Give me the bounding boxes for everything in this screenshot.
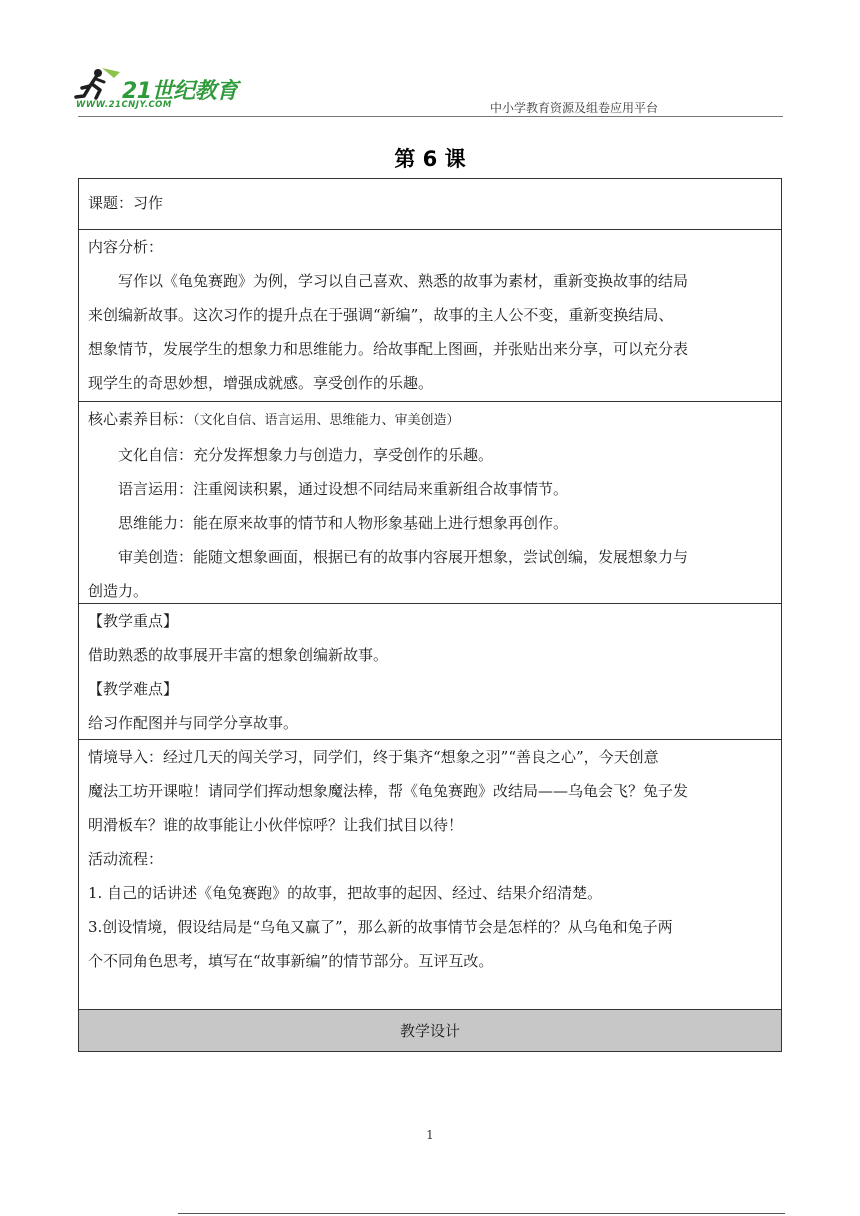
activity-line: 魔法工坊开课啦！请同学们挥动想象魔法棒，帮《龟兔赛跑》改结局——乌龟会飞？兔子发 (88, 782, 689, 800)
lesson-table (78, 178, 782, 1052)
goal-line: 思维能力：能在原来故事的情节和人物形象基础上进行想象再创作。 (118, 514, 569, 532)
activity-line: 情境导入：经过几天的闯关学习，同学们，终于集齐“想象之羽”“善良之心”，今天创意 (88, 748, 659, 766)
content-line: 想象情节，发展学生的想象力和思维能力。给故事配上图画，并张贴出来分享，可以充分表 (88, 340, 689, 358)
header-divider (78, 116, 783, 117)
goal-line: 文化自信：充分发挥想象力与创造力，享受创作的乐趣。 (118, 446, 494, 464)
content-analysis-cell (79, 229, 781, 401)
focus-label: 【教学重点】 (88, 612, 179, 630)
activity-line: 3.创设情境，假设结局是“乌龟又赢了”，那么新的故事情节会是怎样的？从乌龟和兔子两 (88, 918, 673, 936)
logo-text: 21世纪教育 (122, 79, 238, 104)
activity-cell (79, 739, 781, 1009)
activity-line: 活动流程： (88, 850, 164, 868)
footer-divider (178, 1213, 785, 1214)
content-line: 写作以《龟兔赛跑》为例，学习以自己喜欢、熟悉的故事为素材，重新变换故事的结局 (118, 272, 689, 290)
goal-line: 审美创造：能随文想象画面，根据已有的故事内容展开想象，尝试创编，发展想象力与 (118, 548, 689, 566)
core-goals-label: 核心素养目标： (88, 410, 194, 428)
key-points-cell (79, 603, 781, 739)
content-line: 现学生的奇思妙想，增强成就感。享受创作的乐趣。 (88, 374, 434, 392)
activity-line: 个不同角色思考，填写在“故事新编”的情节部分。互评互改。 (88, 952, 494, 970)
activity-line: 1. 自己的话讲述《龟兔赛跑》的故事，把故事的起因、经过、结果介绍清楚。 (88, 884, 603, 902)
goal-line: 创造力。 (88, 582, 149, 600)
logo-url: WWW.21CNJY.COM (76, 100, 172, 110)
runner-icon (74, 64, 124, 104)
focus-text: 借助熟悉的故事展开丰富的想象创编新故事。 (88, 646, 389, 664)
activity-line: 明滑板车？谁的故事能让小伙伴惊呼？让我们拭目以待！ (88, 816, 464, 834)
page-header (0, 0, 860, 125)
core-goals-cell (79, 401, 781, 603)
logo (74, 64, 254, 112)
design-header-cell (79, 1009, 781, 1051)
core-goals-note: （文化自信、语言运用、思维能力、审美创造） (193, 413, 460, 428)
content-line: 来创编新故事。这次习作的提升点在于强调“新编”，故事的主人公不变，重新变换结局、 (88, 306, 674, 324)
core-goals-heading (88, 402, 772, 438)
goal-line: 语言运用：注重阅读积累，通过设想不同结局来重新组合故事情节。 (118, 480, 569, 498)
design-label: 教学设计 (399, 1022, 460, 1040)
page-number: 1 (426, 1128, 434, 1142)
page-title: 第 6 课 (394, 147, 466, 171)
content-analysis-label: 内容分析： (88, 238, 164, 256)
difficulty-text: 给习作配图并与同学分享故事。 (88, 714, 299, 732)
topic: 课题：习作 (88, 194, 164, 212)
platform-name: 中小学教育资源及组卷应用平台 (489, 101, 658, 115)
difficulty-label: 【教学难点】 (88, 680, 179, 698)
topic-cell (79, 179, 781, 229)
